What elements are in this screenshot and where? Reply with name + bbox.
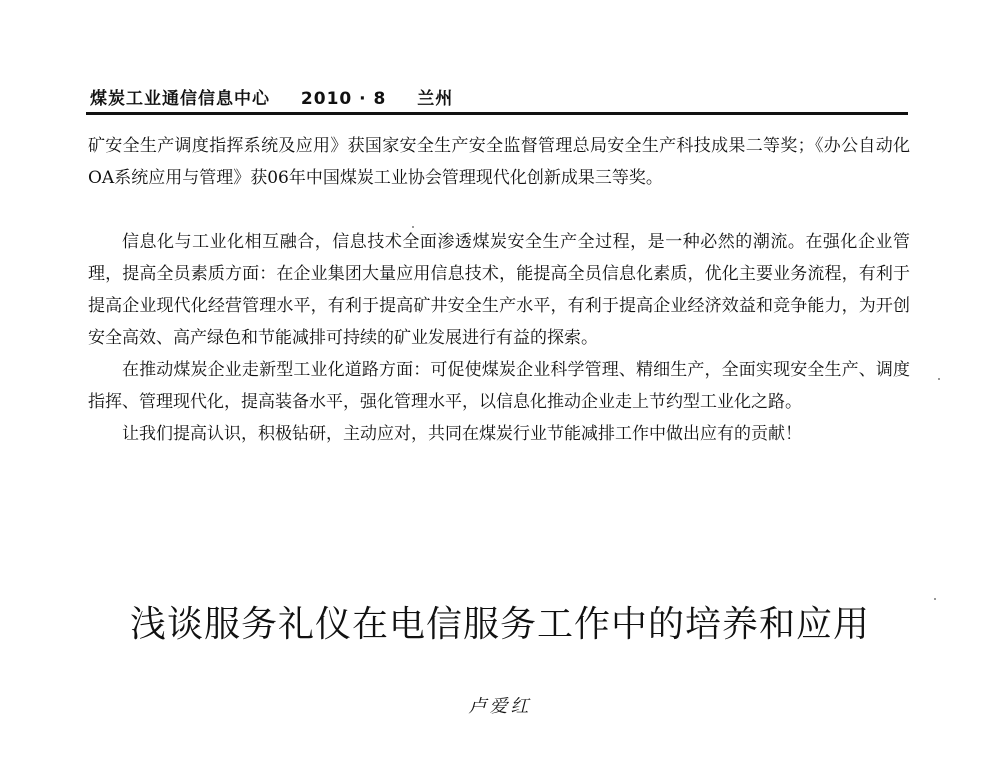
header-rule	[86, 112, 908, 115]
issue-date: 2010 · 8	[300, 89, 387, 109]
issue-place: 兰州	[417, 89, 454, 109]
paragraph-closing: 让我们提高认识，积极钻研，主动应对，共同在煤炭行业节能减排工作中做出应有的贡献！	[122, 424, 802, 444]
publication-name: 煤炭工业通信信息中心	[90, 89, 270, 109]
scan-speck	[412, 226, 414, 228]
paragraph-industrialization: 在推动煤炭企业走新型工业化道路方面：可促使煤炭企业科学管理、精细生产，全面实现安全生产、调度指挥、管理现代化，提高装备水平，强化管理水平，以信息化推动企业走上节约型工业化之路。	[88, 360, 910, 412]
running-header	[90, 84, 477, 109]
article-author: 卢爱红	[468, 696, 532, 717]
body-text	[88, 130, 910, 450]
scan-speck	[934, 598, 936, 600]
paragraph-informatization: 信息化与工业化相互融合，信息技术全面渗透煤炭安全生产全过程，是一种必然的潮流。在强化企业管理，提高全员素质方面：在企业集团大量应用信息技术，能提高全员信息化素质，优化主要业务流程，有利于提高企业现代化经营管理水平，有利于提高矿井安全生产水平，有利于提高企业经济效益和竞争能力，为开创安全高效、高产绿色和节能减排可持续的矿业发展进行有益的探索。	[88, 232, 910, 348]
scan-speck	[938, 378, 940, 380]
article-title: 浅谈服务礼仪在电信服务工作中的培养和应用	[129, 604, 870, 645]
paragraph-continued: 矿安全生产调度指挥系统及应用》获国家安全生产安全监督管理总局安全生产科技成果二等奖；《办公自动化OA系统应用与管理》获06年中国煤炭工业协会管理现代化创新成果三等奖。	[88, 136, 910, 188]
